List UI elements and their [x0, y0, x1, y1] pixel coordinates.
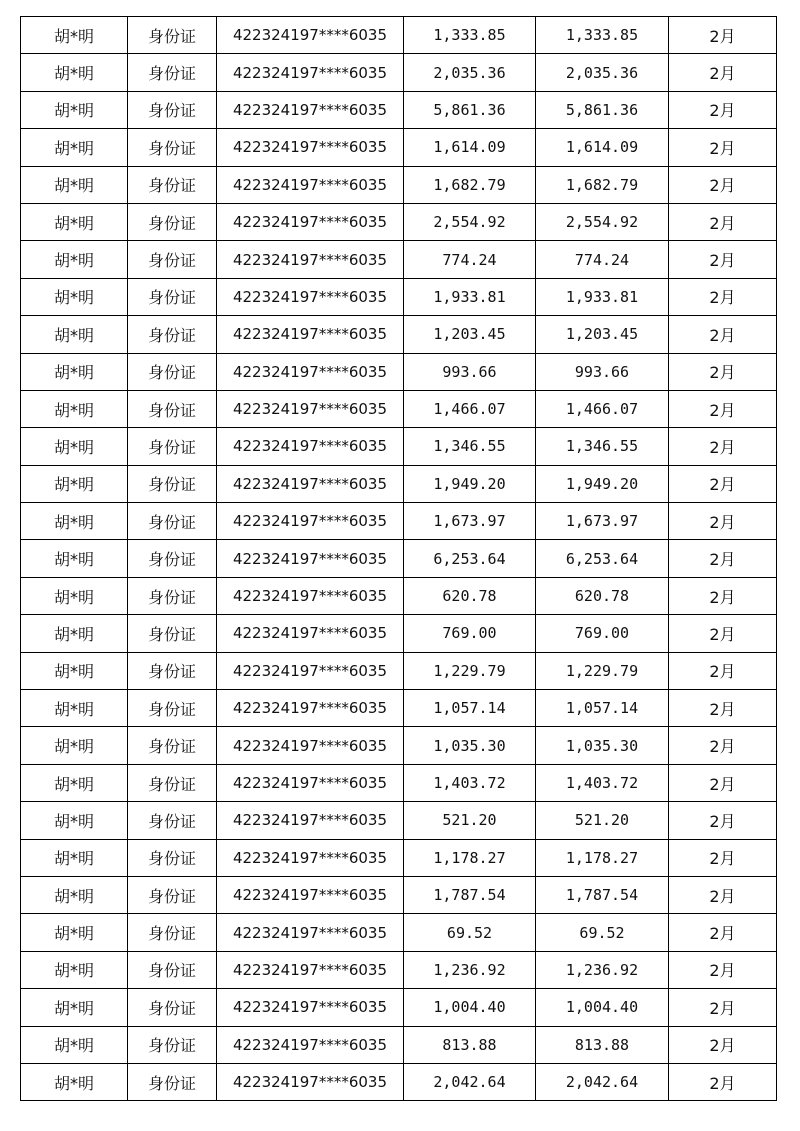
cell-id-type: 身份证 — [128, 91, 217, 128]
cell-id-type: 身份证 — [128, 951, 217, 988]
cell-amount-1: 993.66 — [404, 353, 536, 390]
cell-amount-1: 769.00 — [404, 615, 536, 652]
table-row — [21, 540, 777, 577]
cell-amount-2: 1,682.79 — [536, 166, 669, 203]
cell-month: 2月 — [669, 652, 777, 689]
cell-month: 2月 — [669, 129, 777, 166]
cell-amount-1: 2,554.92 — [404, 203, 536, 240]
cell-name: 胡*明 — [21, 876, 128, 913]
cell-amount-2: 1,203.45 — [536, 316, 669, 353]
records-table — [20, 16, 777, 1101]
cell-amount-1: 620.78 — [404, 577, 536, 614]
cell-name: 胡*明 — [21, 727, 128, 764]
table-row — [21, 615, 777, 652]
cell-id-number: 422324197****6035 — [217, 690, 404, 727]
cell-id-number: 422324197****6035 — [217, 727, 404, 764]
cell-amount-2: 1,236.92 — [536, 951, 669, 988]
table-row — [21, 951, 777, 988]
table-row — [21, 652, 777, 689]
cell-month: 2月 — [669, 353, 777, 390]
cell-id-type: 身份证 — [128, 166, 217, 203]
cell-name: 胡*明 — [21, 278, 128, 315]
cell-id-number: 422324197****6035 — [217, 54, 404, 91]
table-row — [21, 129, 777, 166]
cell-amount-2: 1,933.81 — [536, 278, 669, 315]
cell-month: 2月 — [669, 91, 777, 128]
cell-month: 2月 — [669, 390, 777, 427]
cell-id-type: 身份证 — [128, 577, 217, 614]
cell-amount-2: 1,949.20 — [536, 465, 669, 502]
cell-name: 胡*明 — [21, 914, 128, 951]
cell-id-type: 身份证 — [128, 390, 217, 427]
table-row — [21, 1026, 777, 1063]
table-row — [21, 690, 777, 727]
cell-month: 2月 — [669, 428, 777, 465]
cell-amount-1: 1,787.54 — [404, 876, 536, 913]
cell-id-type: 身份证 — [128, 241, 217, 278]
cell-id-number: 422324197****6035 — [217, 540, 404, 577]
cell-month: 2月 — [669, 54, 777, 91]
cell-id-type: 身份证 — [128, 727, 217, 764]
cell-amount-2: 620.78 — [536, 577, 669, 614]
cell-id-number: 422324197****6035 — [217, 989, 404, 1026]
cell-amount-1: 1,057.14 — [404, 690, 536, 727]
cell-amount-2: 2,042.64 — [536, 1063, 669, 1100]
table-row — [21, 428, 777, 465]
cell-amount-1: 2,042.64 — [404, 1063, 536, 1100]
cell-id-type: 身份证 — [128, 876, 217, 913]
cell-id-type: 身份证 — [128, 316, 217, 353]
cell-id-number: 422324197****6035 — [217, 465, 404, 502]
cell-amount-2: 1,614.09 — [536, 129, 669, 166]
cell-id-number: 422324197****6035 — [217, 390, 404, 427]
cell-amount-2: 1,346.55 — [536, 428, 669, 465]
cell-month: 2月 — [669, 727, 777, 764]
cell-name: 胡*明 — [21, 690, 128, 727]
table-row — [21, 764, 777, 801]
cell-month: 2月 — [669, 465, 777, 502]
cell-id-type: 身份证 — [128, 802, 217, 839]
cell-id-number: 422324197****6035 — [217, 802, 404, 839]
cell-amount-1: 1,466.07 — [404, 390, 536, 427]
cell-amount-2: 1,004.40 — [536, 989, 669, 1026]
cell-id-number: 422324197****6035 — [217, 1026, 404, 1063]
table-row — [21, 802, 777, 839]
cell-id-type: 身份证 — [128, 54, 217, 91]
cell-month: 2月 — [669, 1026, 777, 1063]
cell-id-number: 422324197****6035 — [217, 17, 404, 54]
cell-month: 2月 — [669, 577, 777, 614]
cell-month: 2月 — [669, 914, 777, 951]
cell-amount-2: 813.88 — [536, 1026, 669, 1063]
cell-month: 2月 — [669, 17, 777, 54]
cell-name: 胡*明 — [21, 465, 128, 502]
cell-amount-2: 1,178.27 — [536, 839, 669, 876]
cell-amount-2: 1,673.97 — [536, 503, 669, 540]
cell-id-type: 身份证 — [128, 1063, 217, 1100]
cell-amount-1: 69.52 — [404, 914, 536, 951]
cell-name: 胡*明 — [21, 241, 128, 278]
cell-month: 2月 — [669, 540, 777, 577]
cell-id-number: 422324197****6035 — [217, 278, 404, 315]
cell-month: 2月 — [669, 802, 777, 839]
cell-id-type: 身份证 — [128, 652, 217, 689]
cell-id-type: 身份证 — [128, 129, 217, 166]
table-row — [21, 503, 777, 540]
cell-month: 2月 — [669, 989, 777, 1026]
cell-name: 胡*明 — [21, 839, 128, 876]
cell-month: 2月 — [669, 316, 777, 353]
cell-id-number: 422324197****6035 — [217, 951, 404, 988]
cell-amount-1: 1,673.97 — [404, 503, 536, 540]
cell-month: 2月 — [669, 876, 777, 913]
cell-id-number: 422324197****6035 — [217, 1063, 404, 1100]
cell-name: 胡*明 — [21, 615, 128, 652]
cell-month: 2月 — [669, 166, 777, 203]
cell-amount-1: 1,346.55 — [404, 428, 536, 465]
cell-id-number: 422324197****6035 — [217, 652, 404, 689]
table-row — [21, 17, 777, 54]
table-row — [21, 914, 777, 951]
cell-amount-2: 1,057.14 — [536, 690, 669, 727]
table-row — [21, 989, 777, 1026]
cell-amount-1: 5,861.36 — [404, 91, 536, 128]
cell-amount-2: 1,333.85 — [536, 17, 669, 54]
cell-id-type: 身份证 — [128, 989, 217, 1026]
cell-id-number: 422324197****6035 — [217, 129, 404, 166]
table-row — [21, 727, 777, 764]
cell-id-number: 422324197****6035 — [217, 91, 404, 128]
cell-id-type: 身份证 — [128, 690, 217, 727]
cell-name: 胡*明 — [21, 166, 128, 203]
cell-id-number: 422324197****6035 — [217, 316, 404, 353]
cell-amount-1: 1,004.40 — [404, 989, 536, 1026]
cell-month: 2月 — [669, 241, 777, 278]
cell-amount-1: 813.88 — [404, 1026, 536, 1063]
cell-id-number: 422324197****6035 — [217, 503, 404, 540]
table-row — [21, 316, 777, 353]
cell-amount-1: 1,178.27 — [404, 839, 536, 876]
cell-id-number: 422324197****6035 — [217, 764, 404, 801]
cell-month: 2月 — [669, 278, 777, 315]
cell-name: 胡*明 — [21, 503, 128, 540]
cell-amount-2: 769.00 — [536, 615, 669, 652]
cell-name: 胡*明 — [21, 540, 128, 577]
cell-amount-1: 1,949.20 — [404, 465, 536, 502]
cell-id-type: 身份证 — [128, 615, 217, 652]
cell-name: 胡*明 — [21, 802, 128, 839]
table-row — [21, 241, 777, 278]
cell-amount-2: 1,466.07 — [536, 390, 669, 427]
cell-amount-2: 521.20 — [536, 802, 669, 839]
table-row — [21, 203, 777, 240]
table-row — [21, 353, 777, 390]
cell-name: 胡*明 — [21, 764, 128, 801]
cell-amount-2: 5,861.36 — [536, 91, 669, 128]
cell-id-type: 身份证 — [128, 1026, 217, 1063]
table-row — [21, 54, 777, 91]
table-row — [21, 278, 777, 315]
cell-amount-2: 2,554.92 — [536, 203, 669, 240]
cell-month: 2月 — [669, 839, 777, 876]
cell-name: 胡*明 — [21, 353, 128, 390]
cell-name: 胡*明 — [21, 951, 128, 988]
table-row — [21, 876, 777, 913]
cell-name: 胡*明 — [21, 652, 128, 689]
cell-amount-1: 774.24 — [404, 241, 536, 278]
cell-name: 胡*明 — [21, 1026, 128, 1063]
cell-amount-1: 1,035.30 — [404, 727, 536, 764]
cell-id-type: 身份证 — [128, 17, 217, 54]
cell-month: 2月 — [669, 951, 777, 988]
cell-id-type: 身份证 — [128, 503, 217, 540]
cell-amount-1: 1,682.79 — [404, 166, 536, 203]
cell-id-number: 422324197****6035 — [217, 203, 404, 240]
cell-id-type: 身份证 — [128, 465, 217, 502]
cell-amount-2: 774.24 — [536, 241, 669, 278]
cell-name: 胡*明 — [21, 129, 128, 166]
table-row — [21, 390, 777, 427]
cell-id-type: 身份证 — [128, 540, 217, 577]
table-row — [21, 465, 777, 502]
cell-amount-2: 69.52 — [536, 914, 669, 951]
cell-amount-1: 1,229.79 — [404, 652, 536, 689]
cell-amount-2: 1,035.30 — [536, 727, 669, 764]
cell-name: 胡*明 — [21, 316, 128, 353]
cell-id-type: 身份证 — [128, 278, 217, 315]
cell-amount-1: 1,203.45 — [404, 316, 536, 353]
cell-id-number: 422324197****6035 — [217, 839, 404, 876]
cell-name: 胡*明 — [21, 577, 128, 614]
cell-name: 胡*明 — [21, 54, 128, 91]
cell-id-type: 身份证 — [128, 914, 217, 951]
cell-amount-2: 2,035.36 — [536, 54, 669, 91]
cell-id-type: 身份证 — [128, 203, 217, 240]
cell-amount-1: 2,035.36 — [404, 54, 536, 91]
cell-id-number: 422324197****6035 — [217, 241, 404, 278]
cell-month: 2月 — [669, 1063, 777, 1100]
cell-id-type: 身份证 — [128, 428, 217, 465]
cell-amount-1: 1,933.81 — [404, 278, 536, 315]
cell-name: 胡*明 — [21, 989, 128, 1026]
cell-month: 2月 — [669, 690, 777, 727]
cell-name: 胡*明 — [21, 428, 128, 465]
cell-amount-1: 1,614.09 — [404, 129, 536, 166]
cell-id-type: 身份证 — [128, 839, 217, 876]
table-row — [21, 91, 777, 128]
cell-id-number: 422324197****6035 — [217, 876, 404, 913]
cell-name: 胡*明 — [21, 390, 128, 427]
table-row — [21, 1063, 777, 1100]
cell-name: 胡*明 — [21, 203, 128, 240]
records-table-body — [21, 17, 777, 1101]
cell-amount-2: 6,253.64 — [536, 540, 669, 577]
cell-id-number: 422324197****6035 — [217, 166, 404, 203]
cell-id-number: 422324197****6035 — [217, 577, 404, 614]
cell-amount-1: 1,403.72 — [404, 764, 536, 801]
cell-name: 胡*明 — [21, 91, 128, 128]
cell-amount-2: 1,787.54 — [536, 876, 669, 913]
cell-amount-1: 521.20 — [404, 802, 536, 839]
cell-amount-2: 1,229.79 — [536, 652, 669, 689]
cell-month: 2月 — [669, 503, 777, 540]
cell-id-number: 422324197****6035 — [217, 615, 404, 652]
cell-amount-1: 1,236.92 — [404, 951, 536, 988]
cell-amount-2: 993.66 — [536, 353, 669, 390]
cell-month: 2月 — [669, 764, 777, 801]
cell-name: 胡*明 — [21, 1063, 128, 1100]
table-row — [21, 577, 777, 614]
cell-id-type: 身份证 — [128, 764, 217, 801]
table-row — [21, 166, 777, 203]
table-row — [21, 839, 777, 876]
cell-amount-1: 6,253.64 — [404, 540, 536, 577]
cell-month: 2月 — [669, 615, 777, 652]
cell-month: 2月 — [669, 203, 777, 240]
cell-id-number: 422324197****6035 — [217, 353, 404, 390]
cell-name: 胡*明 — [21, 17, 128, 54]
cell-amount-2: 1,403.72 — [536, 764, 669, 801]
cell-id-number: 422324197****6035 — [217, 428, 404, 465]
cell-id-type: 身份证 — [128, 353, 217, 390]
cell-amount-1: 1,333.85 — [404, 17, 536, 54]
cell-id-number: 422324197****6035 — [217, 914, 404, 951]
